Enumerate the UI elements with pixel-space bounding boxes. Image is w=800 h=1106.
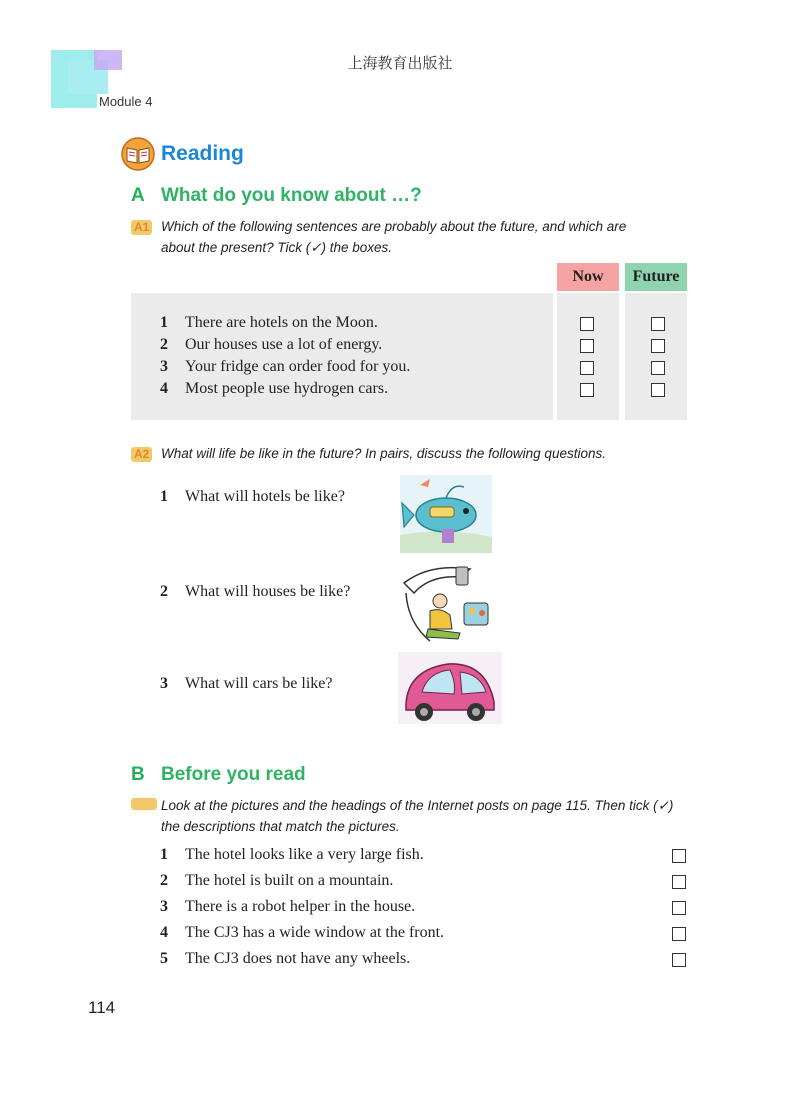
page-number: 114 (88, 998, 116, 1017)
future-checkbox[interactable] (651, 361, 665, 375)
now-header-text: Now (572, 268, 604, 285)
now-checkbox[interactable] (580, 317, 594, 331)
a1-item-number: 3 (160, 358, 168, 375)
open-book-icon (121, 137, 155, 171)
b-item-number: 5 (160, 950, 168, 967)
now-column-panel (557, 293, 619, 420)
future-checkbox[interactable] (651, 339, 665, 353)
b-item-number: 1 (160, 846, 168, 863)
module-label: Module 4 (99, 94, 153, 109)
a2-question-number: 3 (160, 675, 168, 692)
a1-item-text: Your fridge can order food for you. (185, 358, 411, 375)
section-b-title: Before you read (161, 764, 306, 785)
now-checkbox[interactable] (580, 361, 594, 375)
future-column-header (625, 263, 687, 291)
b-item-text: There is a robot helper in the house. (185, 898, 416, 915)
b-item-text: The CJ3 has a wide window at the front. (185, 924, 445, 941)
future-checkbox[interactable] (651, 383, 665, 397)
a2-question-text: What will houses be like? (185, 583, 351, 600)
a1-instruction-line1: Which of the following sentences are probably about the future, and which are (161, 219, 627, 234)
now-column-header (557, 263, 619, 291)
section-a-letter: A (131, 185, 145, 206)
fish-hotel-illustration (400, 475, 492, 553)
future-car-illustration (398, 652, 502, 724)
a2-tag-text: A2 (134, 447, 150, 461)
b-item-number: 2 (160, 872, 168, 889)
section-a-title: What do you know about …? (161, 185, 422, 206)
section-b-instruction-line1: Look at the pictures and the headings of the Internet posts on page 115. Then tick (✓) (161, 798, 674, 813)
b-item-text: The hotel is built on a mountain. (185, 872, 394, 889)
b-item-text: The CJ3 does not have any wheels. (185, 950, 411, 967)
b-item-checkbox[interactable] (672, 875, 686, 889)
a2-question-number: 2 (160, 583, 168, 600)
b-item-number: 4 (160, 924, 168, 941)
a1-tag (131, 220, 152, 235)
a1-sentences-panel (131, 293, 553, 420)
a1-item-text: Most people use hydrogen cars. (185, 380, 389, 397)
a2-instruction: What will life be like in the future? In pairs, discuss the following questions. (161, 446, 606, 461)
a1-item-number: 4 (160, 380, 168, 397)
a1-item-number: 1 (160, 314, 168, 331)
section-b-tag (131, 798, 157, 810)
future-column-panel (625, 293, 687, 420)
a1-item-number: 2 (160, 336, 168, 353)
now-checkbox[interactable] (580, 339, 594, 353)
b-item-checkbox[interactable] (672, 849, 686, 863)
a2-question-text: What will cars be like? (185, 675, 333, 692)
now-checkbox[interactable] (580, 383, 594, 397)
b-item-text: The hotel looks like a very large fish. (185, 846, 424, 863)
reading-title: Reading (161, 142, 244, 165)
a1-item-text: Our houses use a lot of energy. (185, 336, 383, 353)
b-item-checkbox[interactable] (672, 927, 686, 941)
b-item-number: 3 (160, 898, 168, 915)
future-house-illustration (400, 563, 496, 647)
a1-tag-text: A1 (134, 220, 150, 234)
a1-item-text: There are hotels on the Moon. (185, 314, 378, 331)
publisher-name: 上海教育出版社 (347, 54, 453, 72)
a2-question-text: What will hotels be like? (185, 488, 345, 505)
a2-question-number: 1 (160, 488, 168, 505)
a1-instruction-line2: about the present? Tick (✓) the boxes. (161, 240, 393, 255)
b-item-checkbox[interactable] (672, 901, 686, 915)
section-b-letter: B (131, 764, 145, 785)
future-checkbox[interactable] (651, 317, 665, 331)
section-b-instruction-line2: the descriptions that match the pictures. (161, 819, 400, 834)
a2-tag (131, 447, 152, 462)
b-item-checkbox[interactable] (672, 953, 686, 967)
future-header-text: Future (632, 268, 680, 285)
